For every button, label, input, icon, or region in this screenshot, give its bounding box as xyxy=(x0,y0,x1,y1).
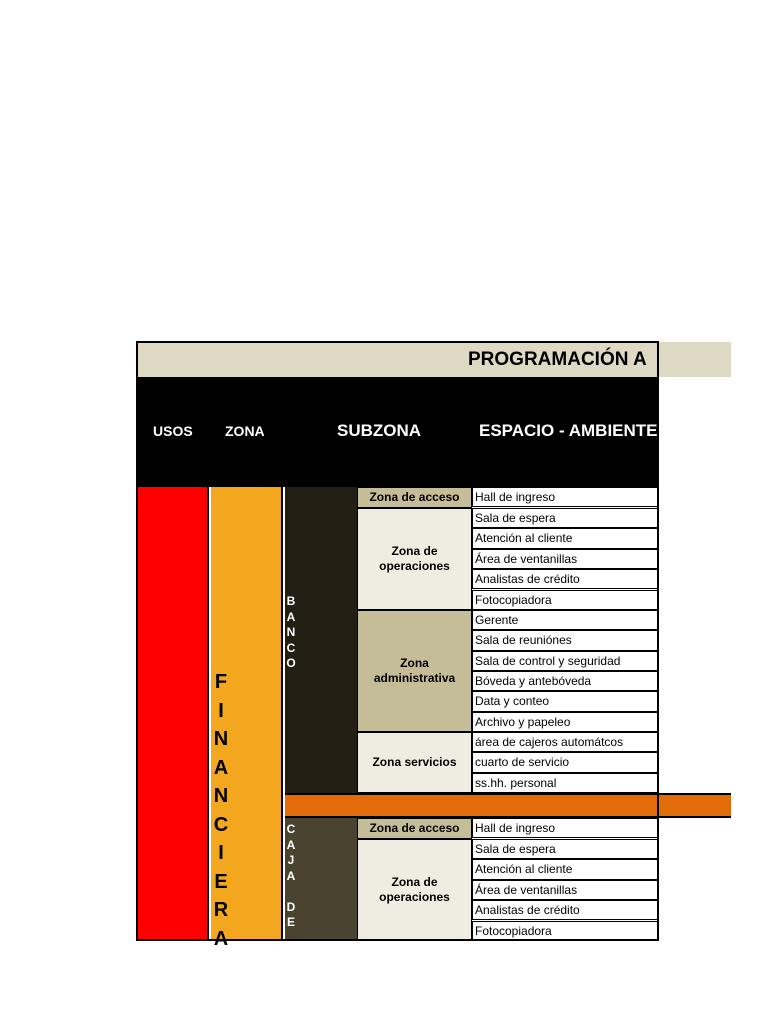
vertical-letter: C xyxy=(286,822,296,836)
header-zona: ZONA xyxy=(225,423,265,439)
space-cell: Hall de ingreso xyxy=(472,818,658,838)
banco-subzona-acceso xyxy=(357,487,472,508)
header-subzona: SUBZONA xyxy=(337,421,422,440)
subzona-label: Zona de acceso xyxy=(369,821,460,835)
vertical-letter: F xyxy=(214,671,228,693)
subzona-label: Zona servicios xyxy=(372,755,457,769)
banco-subzona-servicios xyxy=(357,732,472,793)
vertical-letter: A xyxy=(286,868,296,883)
header-espacio-ambiente: ESPACIO - AMBIENTE xyxy=(479,421,658,440)
space-cell: Analistas de crédito xyxy=(472,569,658,589)
vertical-letter: B xyxy=(286,594,296,608)
space-cell: Gerente xyxy=(472,610,658,630)
space-cell: Archivo y papeleo xyxy=(472,712,658,732)
banco-subzona-administrativa xyxy=(357,610,472,732)
vertical-letter: N xyxy=(213,785,229,807)
subzona-label: Zona de operaciones xyxy=(379,544,450,573)
table-title: PROGRAMACIÓN A xyxy=(468,349,647,370)
vertical-letter: R xyxy=(213,899,229,921)
subzona-label: Zona de acceso xyxy=(369,490,460,504)
space-cell: Sala de espera xyxy=(472,508,658,528)
space-cell: Atención al cliente xyxy=(472,528,658,548)
subzona-label: Zona administrativa xyxy=(373,656,456,685)
vertical-letter: D xyxy=(286,899,296,914)
vertical-letter: A xyxy=(213,756,229,779)
vertical-letter: I xyxy=(218,699,224,722)
vertical-letter: N xyxy=(286,625,296,639)
space-cell: Sala de control y seguridad xyxy=(472,651,658,671)
vertical-letter: C xyxy=(213,813,229,836)
space-cell: Fotocopiadora xyxy=(472,590,658,610)
vertical-letter: O xyxy=(286,656,296,670)
usos-column xyxy=(137,487,209,941)
vertical-letter: I xyxy=(218,842,224,864)
section-divider xyxy=(285,793,731,818)
caja-subzona-operaciones xyxy=(357,839,472,941)
vertical-letter: E xyxy=(214,870,228,893)
vertical-letter: A xyxy=(286,837,296,852)
space-cell: Hall de ingreso xyxy=(472,487,658,507)
space-cell: Data y conteo xyxy=(472,691,658,711)
space-cell: Área de ventanillas xyxy=(472,549,658,569)
banco-subzona-operaciones xyxy=(357,508,472,610)
header-usos: USOS xyxy=(153,423,193,439)
space-cell: Sala de reuniónes xyxy=(472,630,658,650)
caja-subzona-acceso xyxy=(357,818,472,839)
vertical-letter: E xyxy=(286,915,295,929)
space-cell: ss.hh. personal xyxy=(472,773,658,793)
vertical-letter: C xyxy=(286,640,296,655)
space-cell: Atención al cliente xyxy=(472,859,658,879)
subzona-label: Zona de operaciones xyxy=(379,875,450,904)
space-cell: Fotocopiadora xyxy=(472,921,658,941)
vertical-letter: N xyxy=(213,728,229,750)
space-cell: Área de ventanillas xyxy=(472,880,658,900)
vertical-letter xyxy=(284,884,298,900)
vertical-letter: J xyxy=(287,853,295,867)
space-cell: Bóveda y antebóveda xyxy=(472,671,658,691)
vertical-letter: A xyxy=(286,609,296,624)
vertical-letter: A xyxy=(213,927,229,950)
space-cell: Sala de espera xyxy=(472,839,658,859)
space-cell: área de cajeros automátcos xyxy=(472,732,658,752)
space-cell: Analistas de crédito xyxy=(472,900,658,920)
space-cell: cuarto de servicio xyxy=(472,752,658,772)
banco-vertical-label xyxy=(284,594,298,672)
caja-vertical-label xyxy=(284,822,298,931)
zona-vertical-label xyxy=(211,668,231,953)
